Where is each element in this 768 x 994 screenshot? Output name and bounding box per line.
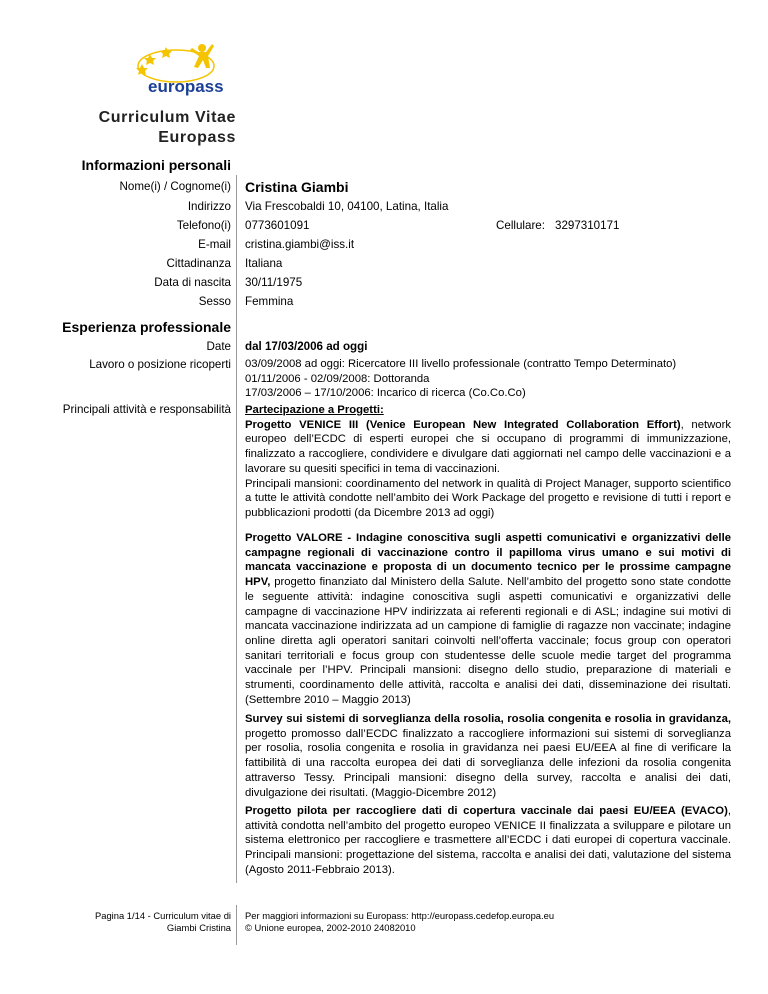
sex-label: Sesso (198, 295, 231, 308)
name-label: Nome(i) / Cognome(i) (119, 180, 231, 193)
birth-value: 30/11/1975 (245, 276, 303, 289)
activities-label: Principali attività e responsabilità (62, 403, 231, 416)
date-value: dal 17/03/2006 ad oggi (245, 340, 368, 353)
footer-page-info (95, 910, 231, 934)
project-rosolia-title: Survey sui sistemi di sorveglianza della rosolia, rosolia congenita e rosolia in gravidanza, (245, 713, 731, 725)
footer-page-line2: Giambi Cristina (166, 922, 231, 933)
job-line: 17/03/2006 – 17/10/2006: Incarico di ricerca (Co.Co.Co) (245, 387, 526, 400)
europass-logo (128, 38, 238, 98)
name-value: Cristina Giambi (245, 179, 349, 195)
date-label: Date (206, 340, 231, 353)
footer-info-link[interactable]: Per maggiori informazioni su Europass: http://europass.cedefop.europa.eu (245, 910, 555, 921)
project-venice-title: Progetto VENICE III (Venice European New Integrated Collaboration Effort) (245, 418, 681, 431)
job-lines (245, 357, 731, 401)
project-valore-title: Progetto VALORE - Indagine conoscitiva sugli aspetti comunicativi e organizzativi delle campagne regionali di vaccinazione contro il papilloma virus umano e sui motivi di mancata vaccinazione e proposta di un documento tecnico per le prossime campagne HPV, (245, 532, 731, 589)
europass-stars-icon (128, 38, 238, 98)
phone-value: 0773601091 (245, 219, 310, 232)
project-venice-text (245, 418, 731, 477)
cv-title-line2: Europass (158, 129, 236, 146)
project-evaco-title: Progetto pilota per raccogliere dati di copertura vaccinale dai paesi EU/EEA (EVACO) (245, 805, 728, 817)
job-line: 03/09/2008 ad oggi: Ricercatore III livello professionale (contratto Tempo Determinato) (245, 358, 677, 370)
project-evaco-paragraph (245, 804, 731, 878)
section-personal-title: Informazioni personali (81, 157, 231, 173)
phone-label: Telefono(i) (176, 219, 231, 232)
mobile-value: 3297310171 (555, 219, 620, 232)
job-label: Lavoro o posizione ricoperti (89, 358, 231, 371)
address-value: Via Frescobaldi 10, 04100, Latina, Italia (245, 200, 449, 213)
project-rosolia-desc: progetto promosso dall’ECDC finalizzato a raccogliere informazioni sui sistemi di sorveglianza per rosolia, rosolia congenita e rosolia in gravidanza nei paesi EU/EEA al fine di verificare la fattibilità di una raccolta europea dei dati di sorveglianza delle infezioni da rosolia congenita attraverso Tessy. Principali mansioni: disegno della survey, raccolta e analisi dei dati, divulgazione dei risultati. (Maggio-Dicembre 2012) (245, 727, 731, 799)
citizenship-label: Cittadinanza (166, 257, 231, 270)
project-rosolia-paragraph (245, 712, 731, 800)
footer-copyright: © Unione europea, 2002-2010 24082010 (245, 922, 416, 933)
project-venice-desc: , network europeo dell’ECDC di esperti europei che si occupano di programmi di immunizzazione, finalizzato a raccogliere, condividere e divulgare dati aggiornati nel campo delle vaccinazioni e a lavorare su quesiti specifici in tema di vaccinazioni. (245, 418, 731, 475)
projects-heading: Partecipazione a Progetti: (245, 404, 384, 416)
project-valore-desc: progetto finanziato dal Ministero della Salute. Nell’ambito del progetto sono state condotte le seguente attività: indagine conoscitiva sugli aspetti comunicativi e organizzativi delle campagne di vaccinazione HPV indirizzata ai referenti regionali e di ASL; indagine sui motivi di mancata vaccinazione indirizzata ad un campione di famiglie di ragazze non vaccinate; indagine online diretta agli operatori sanitari coinvolti nell’offerta vaccinale; focus group con operatori sanitari territoriali e focus group con studentesse delle scuole medie target del programma vaccinale per l’HPV. Principali mansioni: disegno dello studio, preparazione di materiali e strumenti, coordinamento delle attività, raccolta e analisi dei dati, disseminazione dei risultati. (Settembre 2010 – Maggio 2013) (245, 576, 731, 706)
project-venice-paragraph (245, 403, 731, 521)
sex-value: Femmina (245, 295, 294, 308)
footer-divider (236, 905, 237, 945)
project-evaco-desc: , attività condotta nell’ambito del progetto europeo VENICE II finalizzata a sviluppare e pilotare un sistema elettronico per raccogliere e trasmettere all’ECDC i dati europei di copertura vaccinale. Principali mansioni: progettazione del sistema, raccolta e analisi dei dati, valutazione del sistema (Agosto 2011-Febbraio 2013). (245, 805, 731, 876)
footer-europass-info (245, 910, 554, 934)
citizenship-value: Italiana (245, 257, 283, 270)
email-value[interactable]: cristina.giambi@iss.it (245, 238, 355, 251)
birth-label: Data di nascita (154, 276, 231, 289)
address-label: Indirizzo (187, 200, 231, 213)
footer-page-line1: Pagina 1/14 - Curriculum vitae di (94, 910, 231, 921)
email-label: E-mail (198, 238, 231, 251)
column-divider (236, 175, 237, 883)
section-experience-title: Esperienza professionale (62, 319, 231, 335)
mobile-label: Cellulare: (496, 219, 545, 232)
logo-text: europass (148, 77, 224, 96)
project-valore-paragraph (245, 531, 731, 707)
cv-title (99, 108, 236, 148)
project-venice-duties: Principali mansioni: coordinamento del network in qualità di Project Manager, supporto scientifico a tutte le attività condotte nell’ambito dei Work Package del progetto e revisione di tutti i report e pubblicazioni prodotti (da Dicembre 2013 ad oggi) (245, 477, 731, 519)
job-line: 01/11/2006 - 02/09/2008: Dottoranda (245, 372, 430, 385)
cv-title-line1: Curriculum Vitae (98, 109, 236, 126)
